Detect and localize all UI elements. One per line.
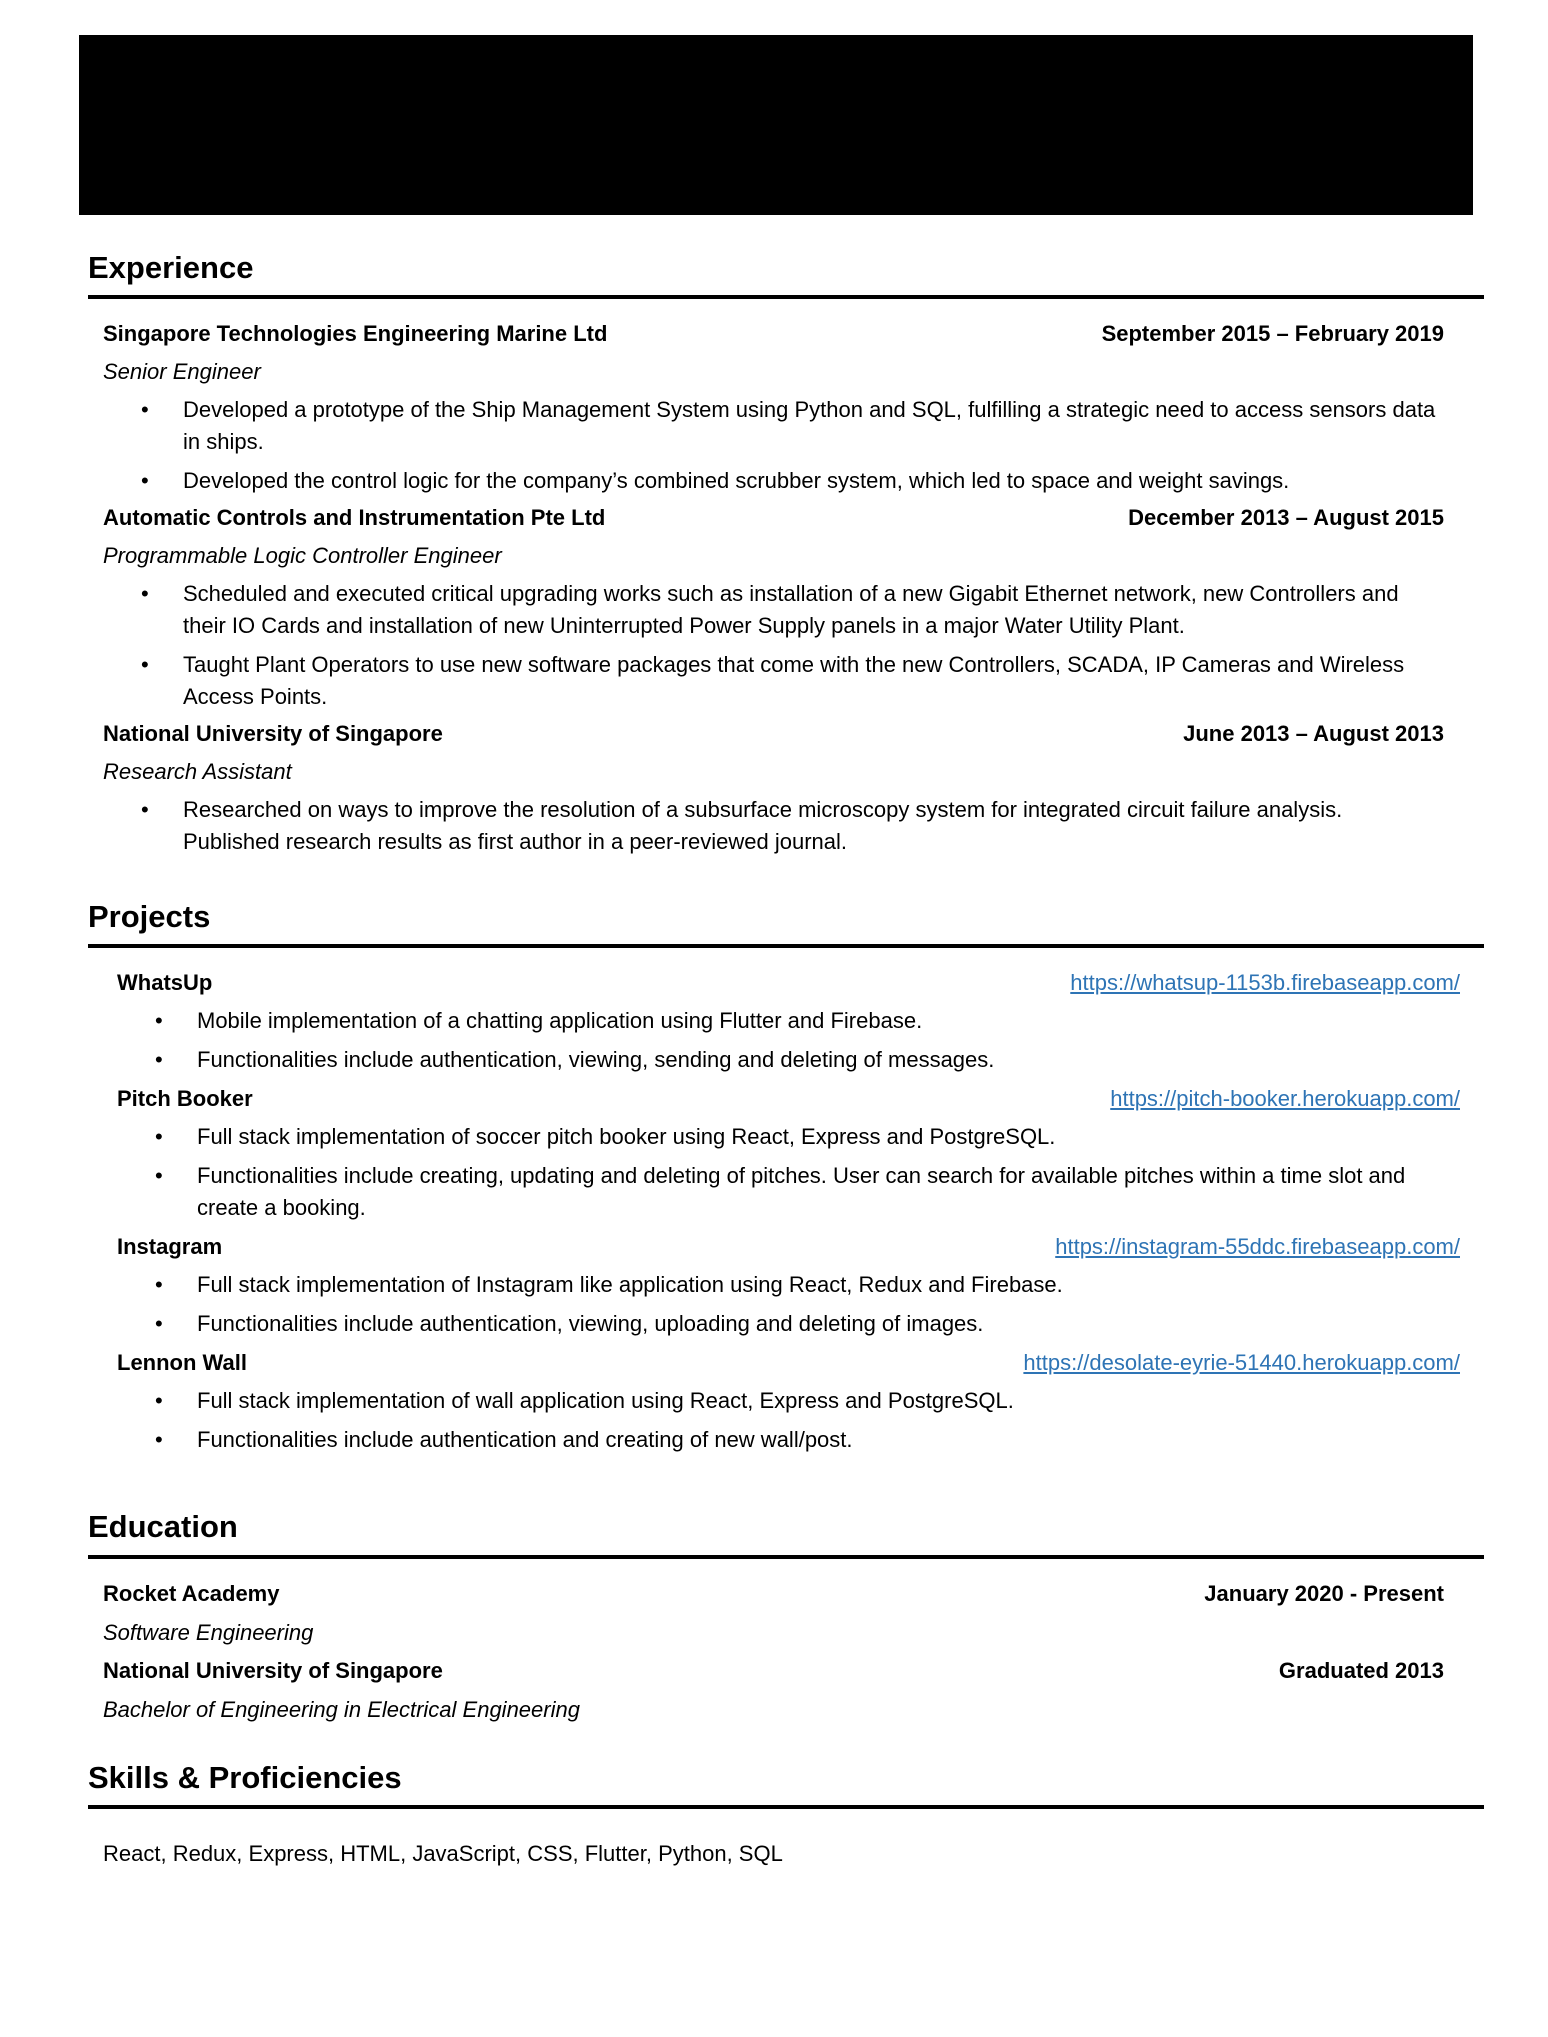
experience-entry <box>103 319 1484 497</box>
project-link[interactable]: https://whatsup-1153b.firebaseapp.com/ <box>1070 970 1460 996</box>
education-entry <box>103 1656 1484 1725</box>
entry-org: Automatic Controls and Instrumentation Pte Ltd <box>103 505 606 531</box>
entry-date: June 2013 – August 2013 <box>1183 721 1444 747</box>
project-name: Instagram <box>117 1234 223 1260</box>
bullet-item: • Full stack implementation of Instagram like application using React, Redux and Firebase. <box>117 1269 1460 1301</box>
project-name: WhatsUp <box>117 970 213 996</box>
section-projects <box>88 898 1484 1456</box>
entry-role: Research Assistant <box>103 759 292 785</box>
bullet-item: • Full stack implementation of wall application using React, Express and PostgreSQL. <box>117 1385 1460 1417</box>
education-date: January 2020 - Present <box>1204 1580 1444 1606</box>
bullet-item: • Functionalities include creating, updating and deleting of pitches. User can search for available pitches within a time slot and create a booking. <box>117 1160 1460 1224</box>
bullet-item: • Taught Plant Operators to use new software packages that come with the new Controllers, SCADA, IP Cameras and Wireless Access Points. <box>103 649 1444 713</box>
experience-entry <box>103 719 1484 858</box>
bullet-item: • Developed the control logic for the company’s combined scrubber system, which led to space and weight savings. <box>103 465 1444 497</box>
education-school: Rocket Academy <box>103 1580 280 1606</box>
entry-date: September 2015 – February 2019 <box>1101 321 1444 347</box>
bullet-item: • Full stack implementation of soccer pitch booker using React, Express and PostgreSQL. <box>117 1121 1460 1153</box>
section-title-projects: Projects <box>88 899 211 935</box>
project-entry <box>117 1348 1484 1456</box>
bullet-item: • Scheduled and executed critical upgrading works such as installation of a new Gigabit Ethernet network, new Controllers and their IO Cards and installation of new Uninterrupted Power Supply panels in a major Water Utility Plant. <box>103 578 1444 642</box>
entry-role: Senior Engineer <box>103 359 261 385</box>
bullet-item: • Developed a prototype of the Ship Management System using Python and SQL, fulfilling a strategic need to access sensors data in ships. <box>103 394 1444 458</box>
project-entry <box>117 1232 1484 1340</box>
experience-entry <box>103 503 1484 713</box>
section-rule <box>88 1805 1484 1809</box>
project-link[interactable]: https://desolate-eyrie-51440.herokuapp.com/ <box>1023 1350 1460 1376</box>
section-experience <box>88 249 1484 858</box>
entry-org: Singapore Technologies Engineering Marine Ltd <box>103 321 608 347</box>
education-date: Graduated 2013 <box>1278 1657 1444 1683</box>
section-rule <box>88 1555 1484 1559</box>
bullet-item: • Mobile implementation of a chatting application using Flutter and Firebase. <box>117 1005 1460 1037</box>
section-title-education: Education <box>88 1509 238 1545</box>
bullet-item: • Functionalities include authentication, viewing, sending and deleting of messages. <box>117 1044 1460 1076</box>
education-degree: Software Engineering <box>103 1619 314 1645</box>
education-entry <box>103 1579 1484 1648</box>
redacted-header-block <box>79 35 1473 215</box>
resume-page <box>0 35 1548 1869</box>
section-rule <box>88 944 1484 948</box>
bullet-item: • Researched on ways to improve the resolution of a subsurface microscopy system for integrated circuit failure analysis. Published research results as first author in a peer-reviewed journal. <box>103 794 1444 858</box>
section-education <box>88 1508 1484 1724</box>
education-degree: Bachelor of Engineering in Electrical Engineering <box>103 1696 580 1722</box>
section-title-experience: Experience <box>88 250 254 285</box>
education-school: National University of Singapore <box>103 1657 443 1683</box>
project-name: Pitch Booker <box>117 1086 253 1112</box>
project-link[interactable]: https://instagram-55ddc.firebaseapp.com/ <box>1055 1234 1460 1260</box>
project-name: Lennon Wall <box>117 1350 247 1376</box>
bullet-item: • Functionalities include authentication, viewing, uploading and deleting of images. <box>117 1308 1460 1340</box>
entry-role: Programmable Logic Controller Engineer <box>103 543 502 569</box>
entry-date: December 2013 – August 2015 <box>1128 505 1444 531</box>
bullet-item: • Functionalities include authentication and creating of new wall/post. <box>117 1424 1460 1456</box>
skills-text: React, Redux, Express, HTML, JavaScript, CSS, Flutter, Python, SQL <box>103 1840 783 1866</box>
project-entry <box>117 1084 1484 1224</box>
section-title-skills: Skills & Proficiencies <box>88 1759 402 1795</box>
section-skills <box>88 1759 1484 1869</box>
section-rule <box>88 295 1484 299</box>
project-link[interactable]: https://pitch-booker.herokuapp.com/ <box>1110 1086 1460 1112</box>
project-entry <box>117 968 1484 1076</box>
entry-org: National University of Singapore <box>103 721 443 747</box>
